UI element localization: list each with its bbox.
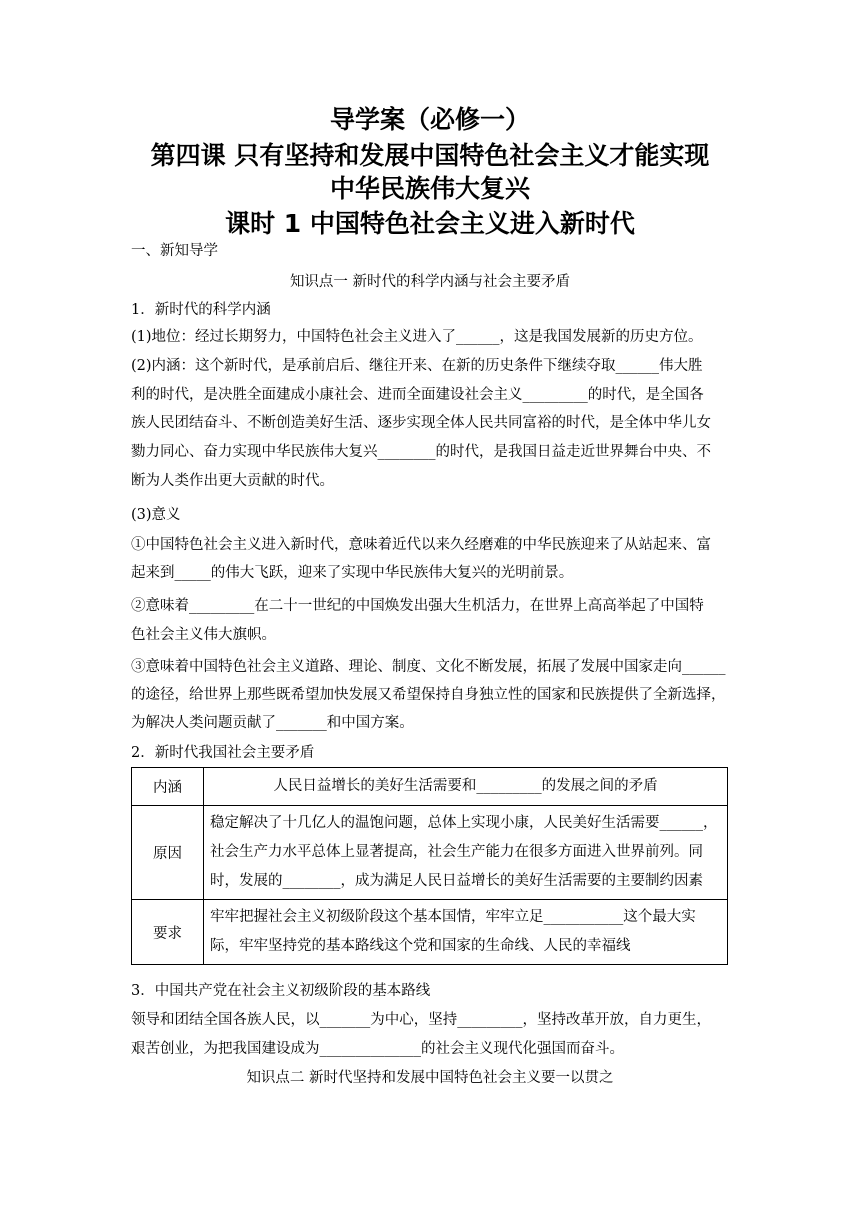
body-line: ③意味着中国特色社会主义道路、理论、制度、文化不断发展，拓展了发展中国家走向______ [131,659,726,675]
doc-title-line4: 课时 1 中国特色社会主义进入新时代 [225,209,635,238]
row-label: 要求 [132,900,204,965]
section-heading: 一、新知导学 [131,243,218,259]
row-content-line: 稳定解决了十几亿人的温饱问题，总体上实现小康，人民美好生活需要______， [210,815,718,831]
row-content [204,768,728,806]
knowledge-point-1-title: 知识点一 新时代的科学内涵与社会主要矛盾 [289,274,571,290]
body-line: 领导和团结全国各族人民，以_______为中心，坚持_________，坚持改革开放，自力更生， [131,1012,711,1028]
body-line: (1)地位：经过长期努力，中国特色社会主义进入了______，这是我国发展新的历史方位。 [131,329,703,345]
knowledge-point-2-title: 知识点二 新时代坚持和发展中国特色社会主义要一以贯之 [246,1070,614,1086]
row-content [204,900,728,965]
contradiction-table [131,767,728,965]
row-content-line: 牢牢把握社会主义初级阶段这个基本国情，牢牢立足___________这个最大实 [210,909,696,925]
row-label: 原因 [132,806,204,900]
row-content-line: 际，牢牢坚持党的基本路线这个党和国家的生命线、人民的幸福线 [210,938,631,954]
body-line: 利的时代，是决胜全面建成小康社会、进而全面建设社会主义_________的时代，是全国各 [131,387,704,403]
body-line: (2)内涵：这个新时代，是承前启后、继往开来、在新的历史条件下继续夺取______伟大胜 [131,358,703,374]
row-content-line: 时，发展的________，成为满足人民日益增长的美好生活需要的主要制约因素 [210,873,703,889]
body-line: 艰苦创业，为把我国建设成为______________的社会主义现代化强国而奋斗。 [131,1041,624,1057]
body-line: 起来到_____的伟大飞跃，迎来了实现中华民族伟大复兴的光明前景。 [131,565,574,581]
table-row [132,806,728,900]
body-line: 断为人类作出更大贡献的时代。 [131,473,334,489]
doc-title-line1: 导学案（必修一） [329,105,530,134]
doc-title-line2: 第四课 只有坚持和发展中国特色社会主义才能实现 [150,141,710,170]
body-line: 的途径，给世界上那些既希望加快发展又希望保持自身独立性的国家和民族提供了全新选择， [131,687,726,703]
body-line: ①中国特色社会主义进入新时代，意味着近代以来久经磨难的中华民族迎来了从站起来、富 [131,537,711,553]
table-row [132,900,728,965]
body-line: 勠力同心、奋力实现中华民族伟大复兴________的时代，是我国日益走近世界舞台中央、不 [131,444,711,460]
item-2-heading: 2．新时代我国社会主要矛盾 [131,745,315,761]
row-label: 内涵 [132,768,204,806]
row-content-line: 社会生产力水平总体上显著提高，社会生产能力在很多方面进入世界前列。同 [210,844,703,860]
body-line: ②意味着_________在二十一世纪的中国焕发出强大生机活力，在世界上高高举起了中国特 [131,598,704,614]
table-row [132,768,728,806]
body-line: 色社会主义伟大旗帜。 [131,627,276,643]
body-line: 族人民团结奋斗、不断创造美好生活、逐步实现全体人民共同富裕的时代，是全体中华儿女 [131,415,711,431]
item-1-heading: 1．新时代的科学内涵 [131,302,271,318]
row-content-line: 人民日益增长的美好生活需要和_________的发展之间的矛盾 [273,778,658,794]
row-content [204,806,728,900]
body-line: 为解决人类问题贡献了_______和中国方案。 [131,715,414,731]
doc-title-line3: 中华民族伟大复兴 [329,174,530,203]
body-line: (3)意义 [131,507,181,523]
item-3-heading: 3．中国共产党在社会主义初级阶段的基本路线 [131,983,431,999]
